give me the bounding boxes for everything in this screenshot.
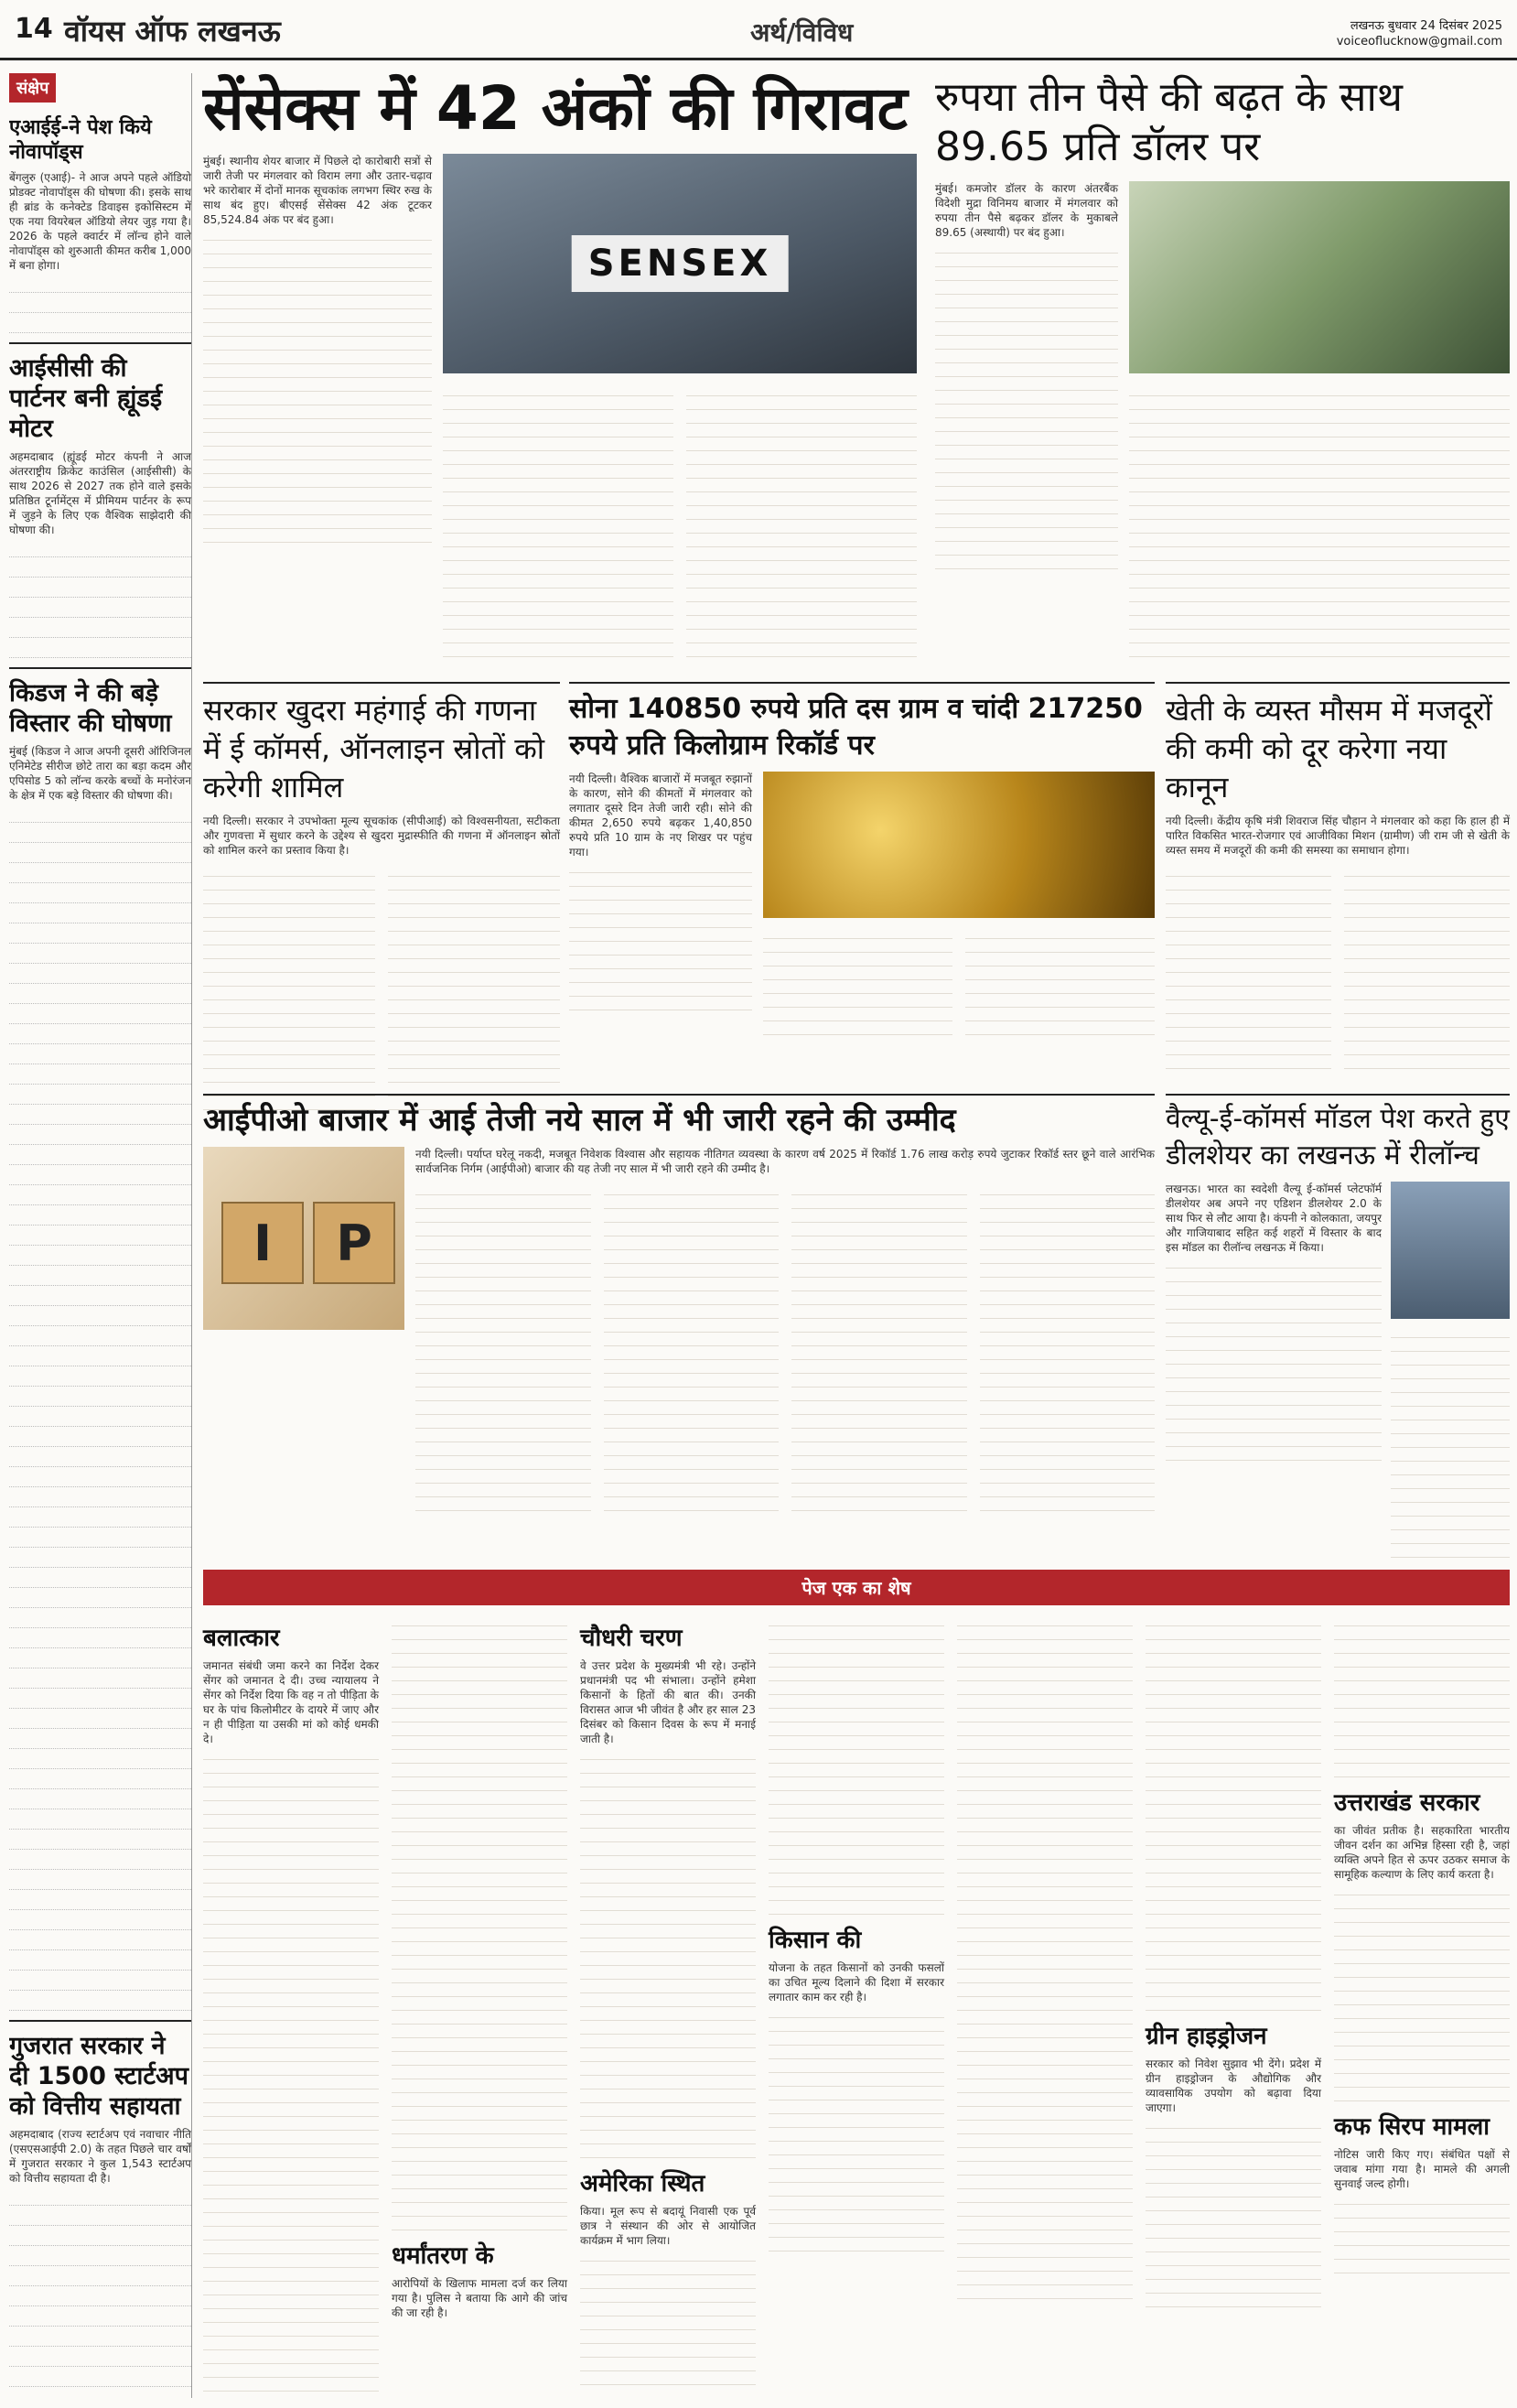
continued-body: जमानत संबंधी जमा करने का निर्देश देकर सेंगर को जमानत दे दी। उच्च न्यायालय ने सेंगर को निर्देश दिया कि वह न तो पीड़िता के घर के पांच किलोमीटर के दायरे में जाए और न ही पीड़िता या उसकी मां को कोई धमकी दे। bbox=[203, 1659, 379, 1745]
section-name: अर्थ/विविध bbox=[750, 17, 854, 48]
brief-title: आईसीसी की पार्टनर बनी ह्यूंडई मोटर bbox=[9, 354, 163, 443]
gold-story bbox=[569, 682, 1155, 1085]
sensex-photo bbox=[443, 154, 917, 373]
dealshare-headline: वैल्यू-ई-कॉमर्स मॉडल पेश करते हुए डीलशेयर का लखनऊ में रीलॉन्च bbox=[1166, 1103, 1510, 1172]
sensex-story bbox=[203, 73, 917, 668]
ipo-block-letter: P bbox=[313, 1202, 395, 1284]
continued-body: नोटिस जारी किए गए। संबंधित पक्षों से जवाब मांगा गया है। मामले की अगली सुनवाई जल्द होगी। bbox=[1334, 2148, 1510, 2190]
executive-photo bbox=[1391, 1182, 1510, 1319]
newspaper-brand: वॉयस ऑफ लखनऊ bbox=[64, 14, 281, 49]
ipo-headline: आईपीओ बाजार में आई तेजी नये साल में भी जारी रहने की उम्मीद bbox=[203, 1102, 956, 1139]
contact-email: voiceoflucknow@gmail.com bbox=[1336, 35, 1502, 49]
continued-column bbox=[769, 1613, 944, 2392]
main-area bbox=[203, 73, 1510, 2398]
brief-item bbox=[9, 115, 191, 333]
cpi-story bbox=[203, 682, 560, 1085]
labour-headline: खेती के व्यस्त मौसम में मजदूरों की कमी को दूर करेगा नया कानून bbox=[1166, 693, 1492, 804]
brief-body: बेंगलुरु (एआई)- ने आज अपने पहले ऑडियो प्रोडक्ट नोवापॉड्स की घोषणा की। इसके साथ ही ब्रांड के कनेक्टेड डिवाइस इकोसिस्टम में एक नया वियरेबल ऑडियो लेयर जुड़ गया है। 2026 के पहले क्वार्टर में लॉन्च होने वाले नोवापॉड्स को शुरुआती कीमत करीब 1,000 में बना होगा। bbox=[9, 171, 191, 272]
continued-title: किसान की bbox=[769, 1927, 862, 1954]
continued-body: योजना के तहत किसानों को उनकी फसलों का उचित मूल्य दिलाने की दिशा में सरकार लगातार काम कर रही है। bbox=[769, 1961, 944, 2003]
cpi-headline: सरकार खुदरा महंगाई की गणना में ई कॉमर्स, ऑनलाइन स्रोतों को करेगी शामिल bbox=[203, 693, 545, 804]
continued-column bbox=[1334, 1613, 1510, 2392]
gold-headline: सोना 140850 रुपये प्रति दस ग्राम व चांदी 217250 रुपये प्रति किलोग्राम रिकॉर्ड पर bbox=[569, 693, 1143, 761]
rupee-story bbox=[935, 73, 1510, 668]
brief-title: किडज ने की बड़े विस्तार की घोषणा bbox=[9, 679, 172, 738]
continued-column bbox=[580, 1613, 756, 2392]
continued-body: आरोपियों के खिलाफ मामला दर्ज कर लिया गया है। पुलिस ने बताया कि आगे की जांच की जा रही है। bbox=[392, 2277, 567, 2319]
brief-item bbox=[9, 2031, 191, 2387]
continued-title: धर्मांतरण के bbox=[392, 2242, 494, 2270]
brief-body: मुंबई (किडज ने आज अपनी दूसरी ऑरिजिनल एनिमेटेड सीरीज छोटे तारा का बड़ा कदम और एपिसोड 5 को लॉन्च करके बच्चों के मनोरंजन के क्षेत्र में एक बड़े विस्तार की घोषणा की। bbox=[9, 745, 191, 802]
continued-title: कफ सिरप मामला bbox=[1334, 2113, 1490, 2141]
issue-date: लखनऊ बुधवार 24 दिसंबर 2025 bbox=[1350, 19, 1502, 33]
continued-band: पेज एक का शेष bbox=[203, 1570, 1510, 1605]
continued-column bbox=[203, 1613, 379, 2392]
sensex-headline: सेंसेक्स में 42 अंकों की गिरावट bbox=[203, 73, 908, 144]
continued-column bbox=[957, 1613, 1133, 2392]
continued-title: चौधरी चरण bbox=[580, 1625, 683, 1652]
continued-title: अमेरिका स्थित bbox=[580, 2170, 705, 2197]
dealshare-lead: लखनऊ। भारत का स्वदेशी वैल्यू ई-कॉमर्स प्लेटफॉर्म डीलशेयर अब अपने नए एडिशन डीलशेयर 2.0 के साथ फिर से लौट आया है। कंपनी ने कोलकाता, जयपुर और गाजियाबाद सहित कई शहरों में विस्तार के बाद इस मॉडल का रीलॉन्च लखनऊ में किया। bbox=[1166, 1182, 1382, 1254]
labour-lead: नयी दिल्ली। केंद्रीय कृषि मंत्री शिवराज सिंह चौहान ने मंगलवार को कहा कि हाल ही में पारित विकसित भारत-रोजगार एवं आजीविका मिशन (ग्रामीण) जी राम जी से खेती के व्यस्त समय में मजदूरों की कमी की समस्या का समाधान होगा। bbox=[1166, 815, 1510, 857]
brief-body: अहमदाबाद (राज्य स्टार्टअप एवं नवाचार नीति (एसएसआईपी 2.0) के तहत पिछले चार वर्षों में गुजरात सरकार ने कुल 1,543 स्टार्टअप को वित्तीय सहायता दी है। bbox=[9, 2128, 191, 2185]
currency-photo bbox=[1129, 181, 1510, 373]
brief-item bbox=[9, 353, 191, 658]
continued-column bbox=[1146, 1613, 1321, 2392]
rupee-headline: रुपया तीन पैसे की बढ़त के साथ 89.65 प्रति डॉलर पर bbox=[935, 74, 1403, 170]
ipo-block-letter: I bbox=[221, 1202, 304, 1284]
continued-column bbox=[392, 1613, 567, 2392]
continued-body: सरकार को निवेश सुझाव भी देंगे। प्रदेश में ग्रीन हाइड्रोजन के औद्योगिक और व्यावसायिक उपयोग को बढ़ावा दिया जाएगा। bbox=[1146, 2057, 1321, 2114]
sensex-lead: मुंबई। स्थानीय शेयर बाजार में पिछले दो कारोबारी सत्रों से जारी तेजी पर मंगलवार को विराम लगा और उतार-चढ़ाव भरे कारोबार में दोनों मानक सूचकांक लगभग स्थिर रुख के साथ बंद हुए। बीएसई सेंसेक्स 42 अंक टूटकर 85,524.84 अंक पर बंद हुआ। bbox=[203, 155, 432, 226]
brief-item bbox=[9, 678, 191, 2011]
continued-title: ग्रीन हाइड्रोजन bbox=[1146, 2023, 1267, 2050]
brief-tag: संक्षेप bbox=[9, 73, 56, 103]
sensex-photo-label: SENSEX bbox=[572, 235, 789, 292]
brief-column bbox=[9, 73, 192, 2398]
ipo-photo bbox=[203, 1147, 404, 1330]
page-number: 14 bbox=[15, 13, 53, 45]
labour-law-story bbox=[1166, 682, 1510, 1085]
dealshare-story bbox=[1166, 1094, 1510, 1560]
continued-section bbox=[203, 1570, 1510, 2392]
continued-body: का जीवंत प्रतीक है। सहकारिता भारतीय जीवन दर्शन का अभिन्न हिस्सा रही है, जहां व्यक्ति अपने हित से ऊपर उठकर समाज के सामूहिक कल्याण के लिए कार्य करता है। bbox=[1334, 1824, 1510, 1881]
continued-title: उत्तराखंड सरकार bbox=[1334, 1789, 1480, 1817]
ipo-lead: नयी दिल्ली। पर्याप्त घरेलू नकदी, मजबूत निवेशक विश्वास और सहायक नीतिगत व्यवस्था के कारण वर्ष 2025 में रिकॉर्ड 1.76 लाख करोड़ रुपये जुटाकर रिकॉर्ड स्तर छूने वाले आरंभिक सार्वजनिक निर्गम (आईपीओ) बाजार की यह तेजी नए साल में भी जारी रहने की उम्मीद है। bbox=[415, 1148, 1155, 1175]
dateline bbox=[1337, 18, 1502, 49]
continued-body: किया। मूल रूप से बदायूं निवासी एक पूर्व छात्र ने संस्थान की ओर से आयोजित कार्यक्रम में भाग लिया। bbox=[580, 2205, 756, 2247]
continued-body: वे उत्तर प्रदेश के मुख्यमंत्री भी रहे। उन्होंने प्रधानमंत्री पद भी संभाला। उन्होंने हमेशा किसानों के हितों की बात की। उनकी विरासत आज भी जीवंत है और हर साल 23 दिसंबर को किसान दिवस के रूप में मनाई जाती है। bbox=[580, 1659, 756, 1745]
brief-body: अहमदाबाद (ह्यूंडई मोटर कंपनी ने आज अंतरराष्ट्रीय क्रिकेट काउंसिल (आईसीसी) के साथ 2026 से 2027 तक होने वाले इसके प्रतिष्ठित टूर्नामेंट्स में प्रीमियम पार्टनर के रूप में जुड़ने के लिए एक वैश्विक साझेदारी की घोषणा की। bbox=[9, 450, 191, 536]
continued-title: बलात्कार bbox=[203, 1625, 280, 1652]
brief-title: गुजरात सरकार ने दी 1500 स्टार्टअप को वित्तीय सहायता bbox=[9, 2032, 188, 2121]
rupee-lead: मुंबई। कमजोर डॉलर के कारण अंतरबैंक विदेशी मुद्रा विनिमय बाजार में मंगलवार को रुपया तीन पैसे बढ़कर डॉलर के मुकाबले 89.65 (अस्थायी) पर बंद हुआ। bbox=[935, 182, 1118, 239]
ipo-story bbox=[203, 1094, 1155, 1560]
brief-title: एआईई-ने पेश किये नोवापॉड्स bbox=[9, 116, 152, 164]
cpi-lead: नयी दिल्ली। सरकार ने उपभोक्ता मूल्य सूचकांक (सीपीआई) को विश्वसनीयता, सटीकता और गुणवत्ता में सुधार करने के उद्देश्य से खुदरा मुद्रास्फीति की गणना में ऑनलाइन स्रोतों को शामिल करने का प्रस्ताव किया है। bbox=[203, 815, 560, 857]
gold-lead: नयी दिल्ली। वैश्विक बाजारों में मजबूत रुझानों के कारण, सोने की कीमतों में मंगलवार को लगातार दूसरे दिन तेजी जारी रही। सोने की कीमत 2,650 रुपये बढ़कर 1,40,850 रुपये प्रति 10 ग्राम के नए शिखर पर पहुंच गया। bbox=[569, 772, 752, 858]
masthead bbox=[0, 0, 1517, 60]
gold-jewellery-photo bbox=[763, 772, 1155, 918]
